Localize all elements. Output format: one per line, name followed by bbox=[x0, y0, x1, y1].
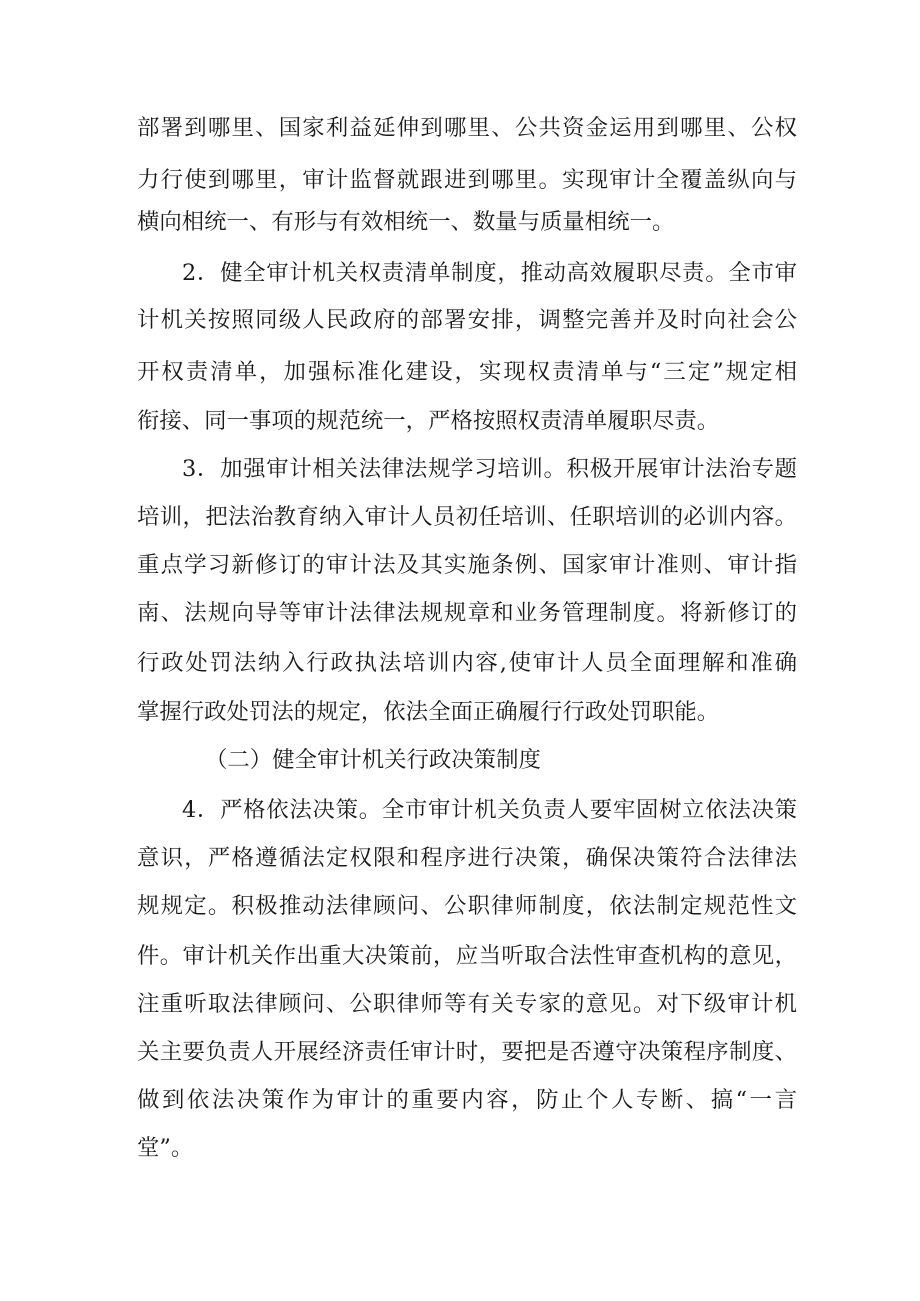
paragraph-4-line-3: 规规定。积极推动法律顾问、公职律师制度，依法制定规范性文 bbox=[137, 893, 797, 919]
paragraph-3-line-5: 行政处罚法纳入行政执法培训内容,使审计人员全面理解和准确 bbox=[137, 650, 797, 676]
paragraph-4-line-1: 4．严格依法决策。全市审计机关负责人要牢固树立依法决策 bbox=[182, 797, 797, 823]
paragraph-3-line-6: 掌握行政处罚法的规定，依法全面正确履行行政处罚职能。 bbox=[137, 699, 720, 725]
paragraph-1-line-3: 横向相统一、有形与有效相统一、数量与质量相统一。 bbox=[137, 209, 675, 235]
paragraph-2-line-2: 计机关按照同级人民政府的部署安排，调整完善并及时向社会公 bbox=[137, 307, 797, 333]
section-heading: （二）健全审计机关行政决策制度 bbox=[205, 747, 541, 773]
paragraph-4-line-7: 做到依法决策作为审计的重要内容，防止个人专断、搞“一言 bbox=[137, 1087, 797, 1113]
paragraph-3-line-1: 3．加强审计相关法律法规学习培训。积极开展审计法治专题 bbox=[182, 456, 797, 482]
paragraph-2-line-3: 开权责清单，加强标准化建设，实现权责清单与“三定”规定相 bbox=[137, 359, 797, 385]
paragraph-3-line-3: 重点学习新修订的审计法及其实施条例、国家审计准则、审计指 bbox=[137, 552, 797, 578]
paragraph-2-line-4: 衔接、同一事项的规范统一，严格按照权责清单履职尽责。 bbox=[137, 408, 720, 434]
paragraph-1-line-1: 部署到哪里、国家利益延伸到哪里、公共资金运用到哪里、公权 bbox=[137, 115, 797, 141]
paragraph-4-line-2: 意识，严格遵循法定权限和程序进行决策，确保决策符合法律法 bbox=[137, 845, 797, 871]
paragraph-2-line-1: 2．健全审计机关权责清单制度，推动高效履职尽责。全市审 bbox=[182, 260, 797, 286]
paragraph-1-line-2: 力行使到哪里，审计监督就跟进到哪里。实现审计全覆盖纵向与 bbox=[137, 167, 797, 193]
paragraph-3-line-4: 南、法规向导等审计法律法规规章和业务管理制度。将新修订的 bbox=[137, 600, 797, 626]
paragraph-4-line-5: 注重听取法律顾问、公职律师等有关专家的意见。对下级审计机 bbox=[137, 991, 797, 1017]
paragraph-3-line-2: 培训，把法治教育纳入审计人员初任培训、任职培训的必训内容。 bbox=[137, 504, 797, 530]
paragraph-4-line-6: 关主要负责人开展经济责任审计时，要把是否遵守决策程序制度、 bbox=[137, 1039, 797, 1065]
paragraph-4-line-4: 件。审计机关作出重大决策前，应当听取合法性审查机构的意见， bbox=[137, 943, 797, 969]
paragraph-4-line-8: 堂”。 bbox=[137, 1135, 194, 1161]
